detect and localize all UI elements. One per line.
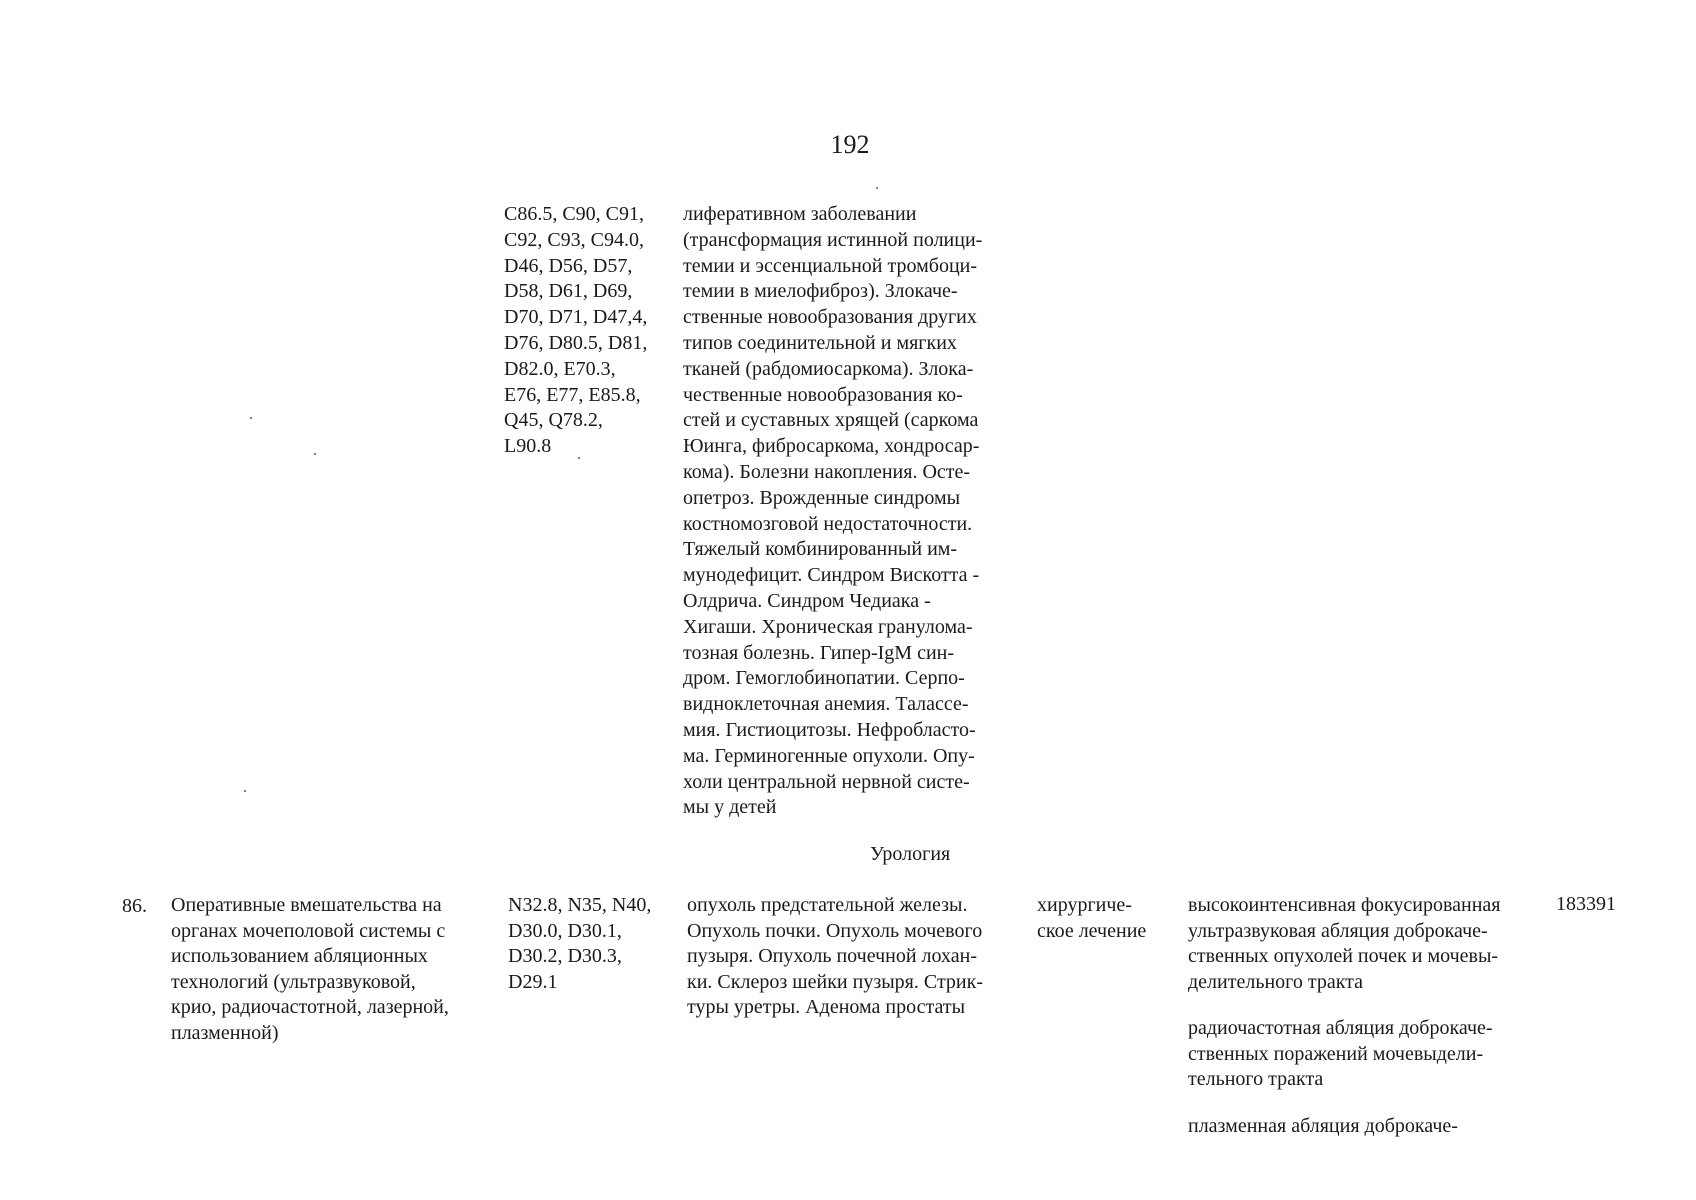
treatment-method: радиочастотная абляция доброкаче- ственных поражений мочевыдели- тельного тракта xyxy=(1188,1017,1493,1091)
page-number: 192 xyxy=(830,130,870,159)
scan-speck xyxy=(578,457,580,459)
procedure-name: Оперативные вмешательства на органах мочеполовой системы с использованием абляционных технологий (ультразвуковой, крио, радиочастотной, лазерной, плазменной) xyxy=(171,894,449,1044)
treatment-type: хирургиче- ское лечение xyxy=(1037,894,1147,942)
icd-codes: N32.8, N35, N40, D30.0, D30.1, D30.2, D30.3, D29.1 xyxy=(508,894,652,993)
icd-codes-continued: C86.5, C90, C91, C92, C93, C94.0, D46, D56, D57, D58, D61, D69, D70, D71, D47,4, D76, D80.5, D81, D82.0, E70.3, E76, E77, E85.8, Q45, Q78.2, L90.8 xyxy=(504,203,648,458)
patient-model: опухоль предстательной железы. Опухоль почки. Опухоль мочевого пузыря. Опухоль почечной лохан- ки. Склероз шейки пузыря. Стрик- туры уретры. Аденома простаты xyxy=(687,894,984,1019)
section-heading: Урология xyxy=(870,843,951,865)
scan-speck xyxy=(244,790,246,792)
scan-speck xyxy=(876,187,878,189)
treatment-method: плазменная абляция доброкаче- xyxy=(1188,1115,1458,1137)
cost-value: 183391 xyxy=(1556,893,1616,915)
row-number: 86. xyxy=(122,895,147,917)
treatment-method: высокоинтенсивная фокусированная ультразвуковая абляция доброкаче- ственных опухолей почек и мочевы- делительного тракта xyxy=(1188,894,1501,993)
scan-speck xyxy=(250,417,252,419)
scan-speck xyxy=(314,453,316,455)
diagnosis-description-continued: лиферативном заболевании (трансформация истинной полици- темии и эссенциальной тромбоци- темии в миелофиброз). Злокаче- ственные новообразования других типов соединительной и мягких тканей (рабдомиосаркома). Злока- чественные новообразования ко- стей и суставных хрящей (саркома Юинга, фибросаркома, хондросар- кома). Болезни накопления. Осте- опетроз. Врожденные синдромы костномозговой недостаточности. Тяжелый комбинированный им- мунодефицит. Синдром Вискотта - Олдрича. Синдром Чедиака - Хигаши. Хроническая гранулома- тозная болезнь. Гипер-IgM син- дром. Гемоглобинопатии. Серпо- видноклеточная анемия. Талассе- мия. Гистиоцитозы. Нефробласто- ма. Герминогенные опухоли. Опу- холи центральной нервной систе- мы у детей xyxy=(683,203,983,819)
